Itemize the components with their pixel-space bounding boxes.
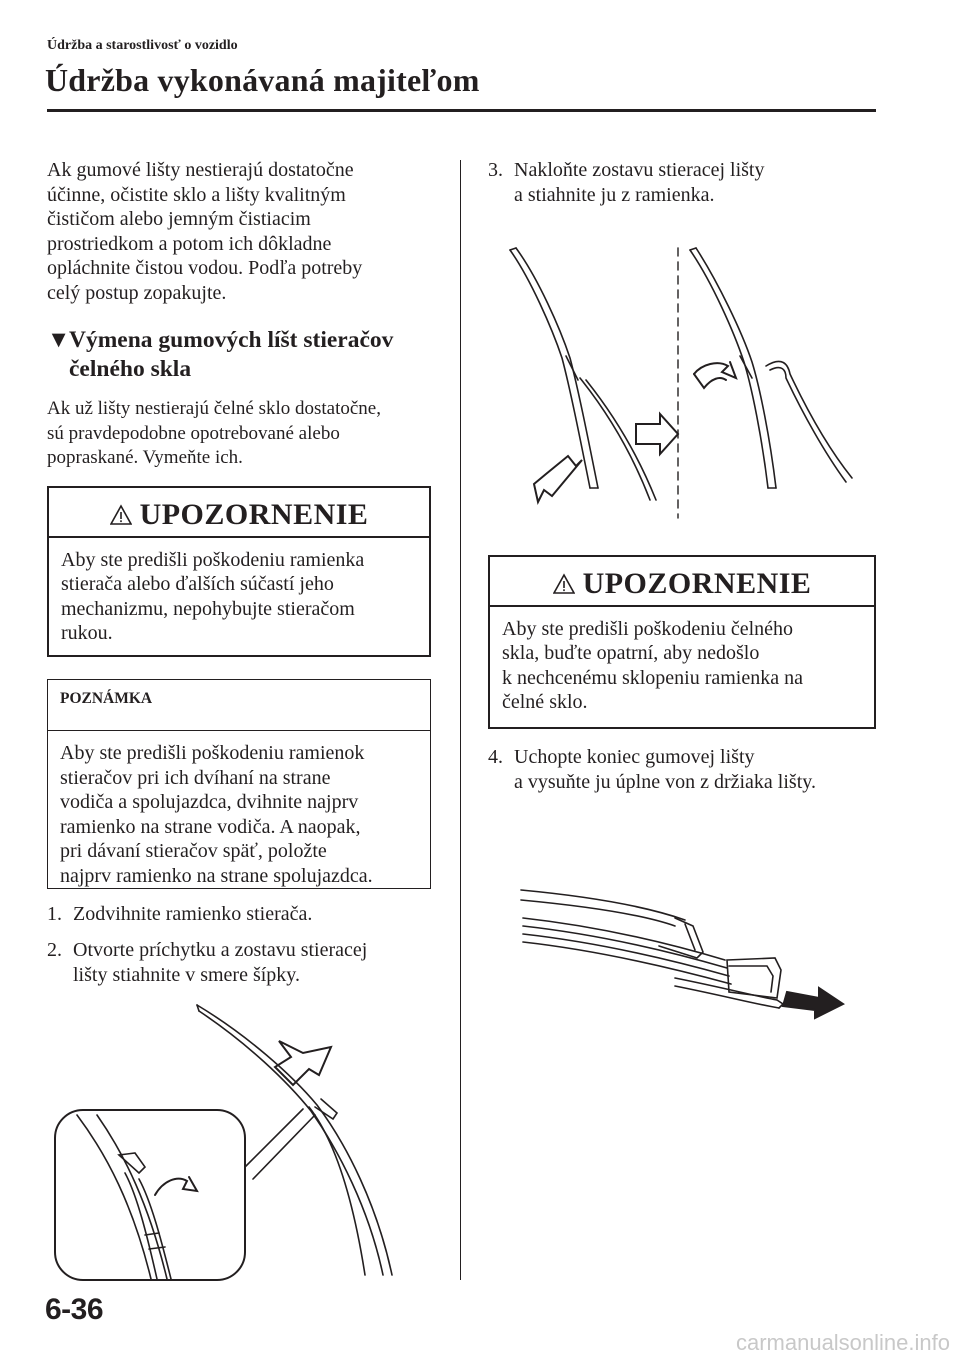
section-heading-line2: čelného skla — [69, 356, 192, 382]
wiper-tilt-illustration — [490, 238, 870, 523]
note-line: pri dávaní stieračov späť, položte — [60, 840, 327, 862]
page-number: 6-36 — [45, 1293, 104, 1326]
warning-icon — [553, 573, 575, 595]
step-text: Otvorte príchytku a zostavu stieracej — [73, 939, 368, 961]
caution-line: rukou. — [61, 622, 113, 644]
note-line: stieračov pri ich dvíhaní na strane — [60, 766, 331, 789]
warning-icon — [110, 504, 132, 526]
caution-title — [490, 557, 874, 605]
note-box — [47, 679, 431, 889]
step-text-cont: lišty stiahnite v smere šípky. — [73, 963, 301, 986]
watermark: carmanualsonline.info — [735, 1330, 950, 1355]
caution-body — [49, 538, 429, 646]
intro-line: celý postup zopakujte. — [47, 281, 227, 304]
breadcrumb: Údržba a starostlivosť o vozidlo — [47, 38, 238, 53]
step-3 — [488, 158, 888, 207]
caution-line: mechanizmu, nepohybujte stieračom — [61, 597, 355, 620]
column-divider — [460, 160, 461, 1280]
caution-body — [490, 607, 874, 715]
caution-line: stierača alebo ďalších súčastí jeho — [61, 573, 334, 595]
section-paragraph — [47, 397, 442, 471]
intro-line: účinne, očistite sklo a lišty kvalitným — [47, 183, 346, 206]
caution-line: Aby ste predišli poškodeniu ramienka — [61, 548, 365, 571]
intro-line: čističom alebo jemným čistiacim — [47, 208, 311, 230]
triangle-marker-icon: ▼ — [47, 327, 71, 353]
section-heading-line1: Výmena gumových líšt stieračov — [69, 327, 394, 353]
caution-line: skla, buďte opatrní, aby nedošlo — [502, 642, 760, 664]
section-heading — [47, 326, 447, 384]
note-line: Aby ste predišli poškodeniu ramienok — [60, 742, 365, 764]
wiper-clip-illustration — [47, 995, 437, 1285]
note-line: vodiča a spolujazdca, dvihnite najprv — [60, 791, 359, 813]
caution-line: Aby ste predišli poškodeniu čelného — [502, 617, 794, 640]
intro-line: opláchnite čistou vodou. Podľa potreby — [47, 257, 363, 279]
step-text: Uchopte koniec gumovej lišty — [514, 746, 755, 768]
caution-title — [49, 488, 429, 536]
note-body — [48, 731, 430, 888]
step-text-cont: a stiahnite ju z ramienka. — [514, 183, 715, 206]
section-line: sú pravdepodobne opotrebované alebo — [47, 422, 340, 444]
caution-line: čelné sklo. — [502, 691, 588, 713]
caution-box-right — [488, 555, 876, 729]
section-line: popraskané. Vymeňte ich. — [47, 447, 243, 468]
step-text: Zodvihnite ramienko stierača. — [73, 903, 313, 925]
step-number: 2. — [47, 939, 62, 961]
section-line: Ak už lišty nestierajú čelné sklo dostatočne, — [47, 398, 381, 419]
step-4 — [488, 745, 908, 794]
step-number: 4. — [488, 746, 503, 768]
step-text-cont: a vysuňte ju úplne von z držiaka lišty. — [514, 770, 816, 793]
note-line: najprv ramienko na strane spolujazdca. — [60, 864, 373, 887]
title-rule — [47, 109, 876, 112]
step-number: 1. — [47, 903, 62, 925]
step-1 — [47, 902, 447, 927]
step-text: Nakloňte zostavu stieracej lišty — [514, 159, 765, 181]
intro-line: Ak gumové lišty nestierajú dostatočne — [47, 159, 354, 181]
step-2 — [47, 938, 447, 987]
page-title: Údržba vykonávaná majiteľom — [45, 62, 480, 98]
intro-line: prostriedkom a potom ich dôkladne — [47, 232, 332, 255]
note-title: POZNÁMKA — [60, 690, 153, 707]
caution-title-text: UPOZORNENIE — [582, 567, 812, 600]
rubber-removal-illustration — [515, 880, 860, 1030]
caution-box-left — [47, 486, 431, 657]
caution-title-text: UPOZORNENIE — [139, 498, 369, 531]
caution-line: k nechcenému sklopeniu ramienka na — [502, 666, 803, 689]
note-line: ramienko na strane vodiča. A naopak, — [60, 815, 361, 838]
step-number: 3. — [488, 159, 503, 181]
intro-paragraph — [47, 158, 437, 305]
